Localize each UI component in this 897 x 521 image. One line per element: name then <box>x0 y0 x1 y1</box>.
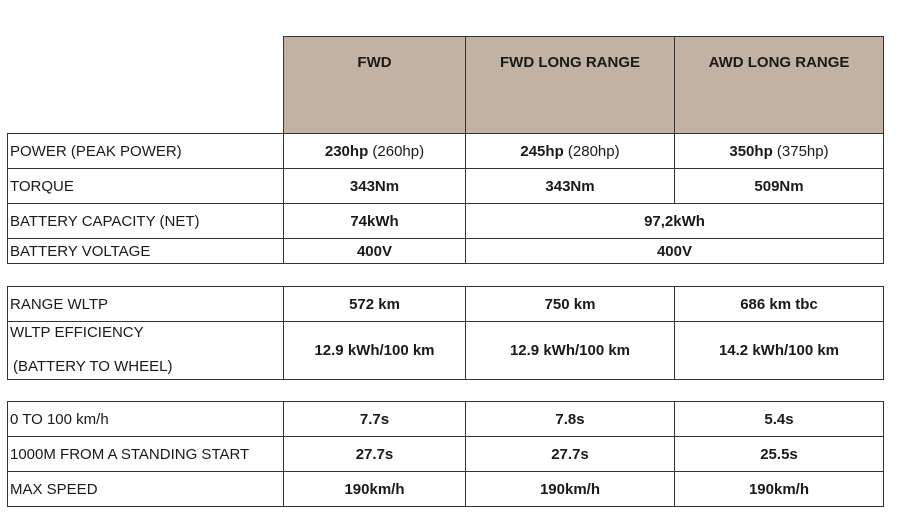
row-battery-capacity <box>8 204 884 239</box>
value-cell: 12.9 kWh/100 km <box>284 322 466 380</box>
value-cell: 400V <box>284 239 466 264</box>
value-cell: 343Nm <box>284 169 466 204</box>
header-fwd-long-range: FWD LONG RANGE <box>466 37 675 134</box>
value-cell <box>675 134 884 169</box>
value-cell: 74kWh <box>284 204 466 239</box>
value-cell: 343Nm <box>466 169 675 204</box>
value-cell: 7.7s <box>284 402 466 437</box>
header-fwd: FWD <box>284 37 466 134</box>
value-cell: 12.9 kWh/100 km <box>466 322 675 380</box>
header-empty-cell <box>8 37 284 134</box>
row-label: POWER (PEAK POWER) <box>8 134 284 169</box>
row-torque <box>8 169 884 204</box>
value-cell: 572 km <box>284 287 466 322</box>
row-battery-voltage <box>8 239 884 264</box>
value-sub: (375hp) <box>772 142 829 160</box>
row-label: BATTERY CAPACITY (NET) <box>8 204 284 239</box>
row-label: 0 TO 100 km/h <box>8 402 284 437</box>
specs-table-main <box>7 36 884 264</box>
value-cell: 750 km <box>466 287 675 322</box>
value-cell <box>284 134 466 169</box>
value-cell: 190km/h <box>466 472 675 507</box>
value-cell: 509Nm <box>675 169 884 204</box>
value-sub: (280hp) <box>563 142 620 160</box>
row-power <box>8 134 884 169</box>
specs-table-performance <box>7 401 884 507</box>
value-cell: 27.7s <box>284 437 466 472</box>
header-awd-long-range: AWD LONG RANGE <box>675 37 884 134</box>
row-label: RANGE WLTP <box>8 287 284 322</box>
row-label-multiline <box>8 322 284 380</box>
row-acceleration <box>8 402 884 437</box>
row-standing-start <box>8 437 884 472</box>
header-row <box>8 37 884 134</box>
value-cell: 7.8s <box>466 402 675 437</box>
value-sub: (260hp) <box>368 142 425 160</box>
row-label-line2: (BATTERY TO WHEEL) <box>13 358 173 375</box>
value-main: 230hp <box>324 142 369 160</box>
value-cell: 25.5s <box>675 437 884 472</box>
value-cell: 686 km tbc <box>675 287 884 322</box>
row-label: MAX SPEED <box>8 472 284 507</box>
row-wltp-efficiency <box>8 322 884 380</box>
row-max-speed <box>8 472 884 507</box>
value-cell: 27.7s <box>466 437 675 472</box>
specs-table-range <box>7 286 884 380</box>
value-main: 245hp <box>520 142 564 160</box>
value-cell-merged: 97,2kWh <box>466 204 884 239</box>
row-label-line1: WLTP EFFICIENCY <box>10 324 144 341</box>
value-cell: 190km/h <box>284 472 466 507</box>
row-label: TORQUE <box>8 169 284 204</box>
value-main: 350hp <box>729 142 773 160</box>
value-cell: 190km/h <box>675 472 884 507</box>
row-range-wltp <box>8 287 884 322</box>
value-cell: 14.2 kWh/100 km <box>675 322 884 380</box>
value-cell-merged: 400V <box>466 239 884 264</box>
value-cell <box>466 134 675 169</box>
row-label: BATTERY VOLTAGE <box>8 239 284 264</box>
row-label: 1000M FROM A STANDING START <box>8 437 284 472</box>
value-cell: 5.4s <box>675 402 884 437</box>
